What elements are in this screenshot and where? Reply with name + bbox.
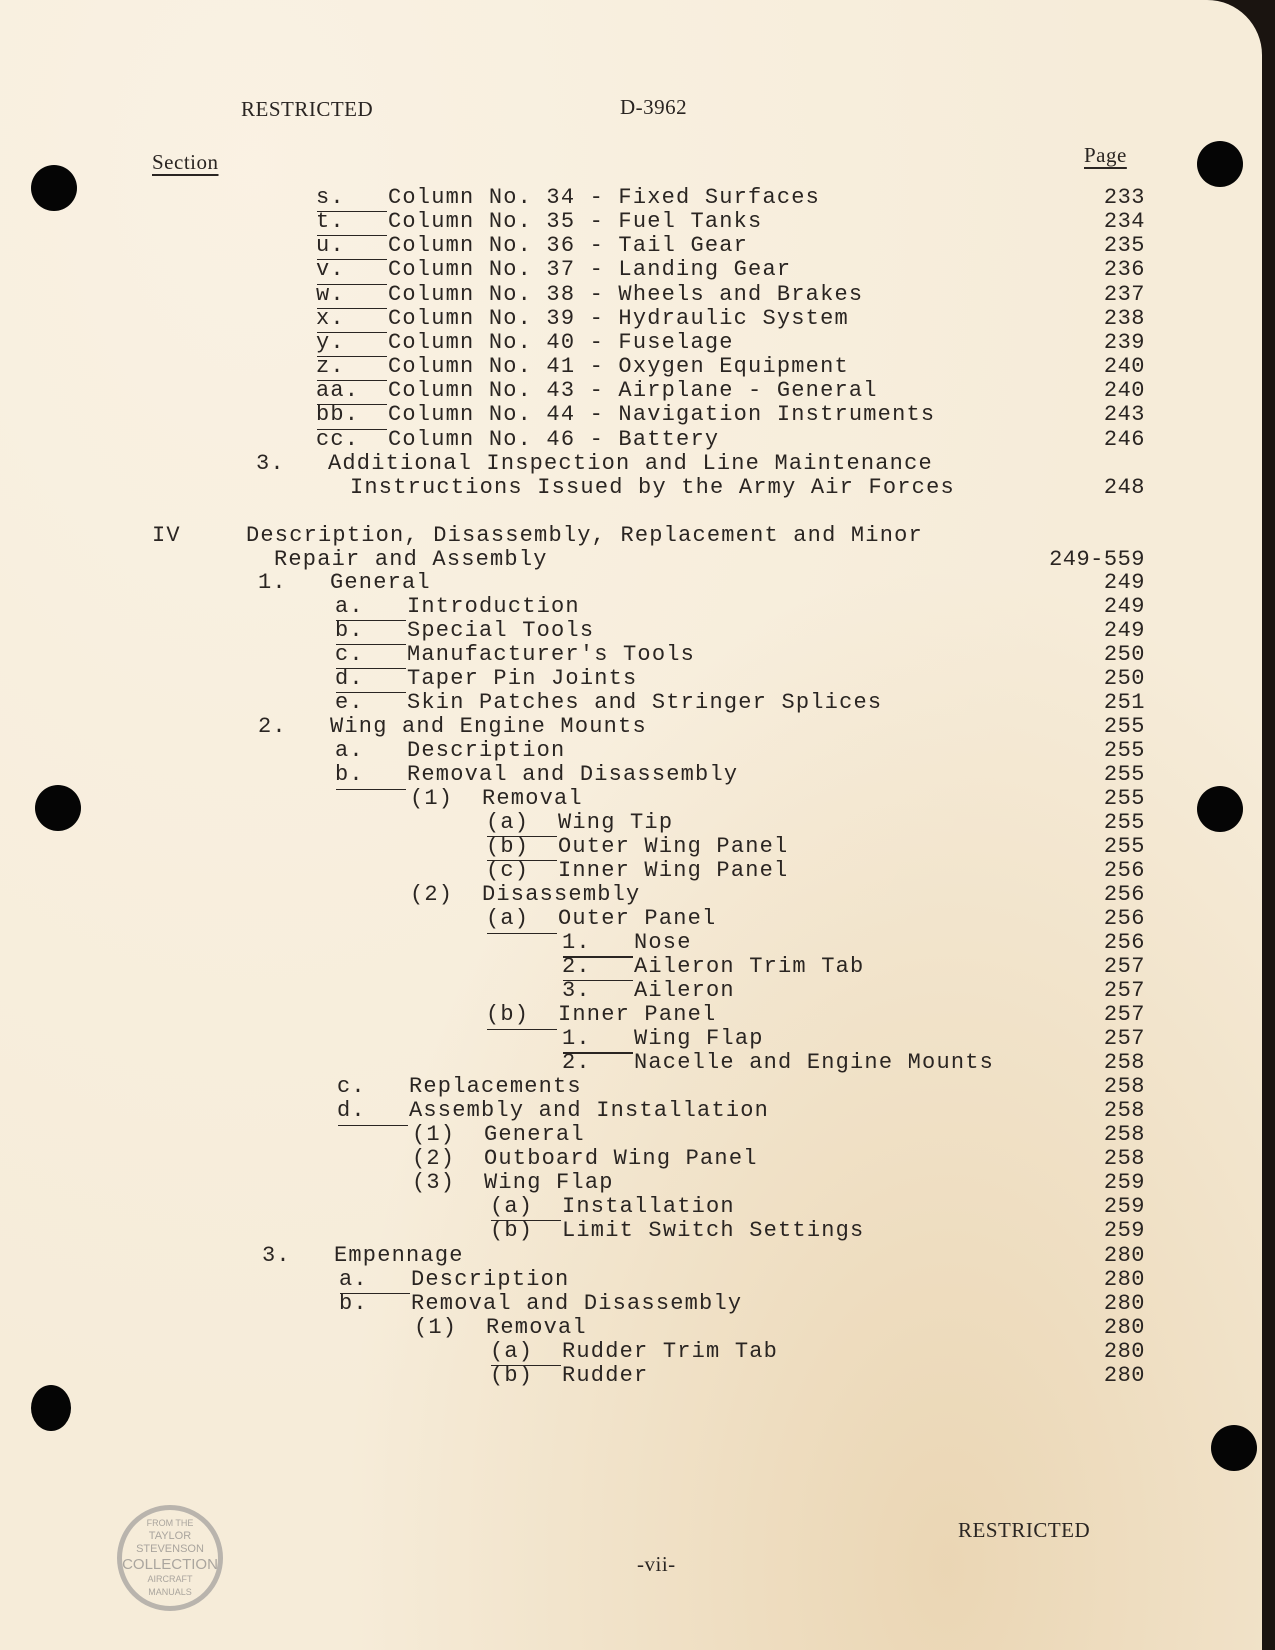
toc-entry-label: (2): [412, 1146, 456, 1171]
toc-entry-title: Empennage: [334, 1243, 464, 1268]
toc-entry-title: Removal and Disassembly: [407, 762, 739, 787]
toc-entry: [316, 258, 791, 282]
toc-entry: [335, 595, 580, 619]
toc-entry-title: Additional Inspection and Line Maintenance: [328, 451, 933, 476]
toc-entry: [490, 1364, 648, 1388]
toc-entry: [316, 210, 762, 234]
toc-entry: [562, 955, 864, 979]
toc-entry-title: Removal: [482, 786, 583, 811]
toc-entry-page: 251: [1103, 690, 1145, 715]
toc-entry-page: 256: [1103, 930, 1145, 955]
toc-entry-label: (3): [412, 1170, 456, 1195]
toc-entry-page: 258: [1103, 1146, 1145, 1171]
stamp-line: TAYLOR: [148, 1530, 192, 1542]
toc-entry-page: 243: [1103, 402, 1145, 427]
toc-entry-label: (b): [486, 835, 558, 859]
toc-entry-title: Column No. 44 - Navigation Instruments: [388, 402, 936, 427]
toc-entry-page: 255: [1103, 834, 1145, 859]
toc-entry-label: y.: [316, 331, 388, 355]
toc-entry-page: 233: [1103, 185, 1145, 210]
toc-entry-page: 257: [1103, 978, 1145, 1003]
toc-entry: [335, 763, 738, 787]
toc-entry-page: 255: [1103, 786, 1145, 811]
toc-entry-label: (b): [490, 1364, 562, 1388]
toc-entry-title: Column No. 43 - Airplane - General: [388, 378, 878, 403]
toc-entry: [335, 619, 594, 643]
toc-entry: [486, 859, 788, 883]
toc-entry-label: s.: [316, 185, 345, 210]
toc-entry: [412, 1171, 614, 1195]
toc-entry: [262, 1244, 464, 1268]
toc-entry: [412, 1147, 758, 1171]
toc-entry: [316, 186, 820, 210]
toc-entry: [258, 715, 647, 739]
toc-entry-page: 255: [1103, 810, 1145, 835]
toc-entry-label: e.: [335, 691, 407, 715]
toc-entry-page: 255: [1103, 738, 1145, 763]
toc-entry: [339, 1292, 742, 1316]
toc-entry-page: 257: [1103, 1002, 1145, 1027]
toc-entry-page: 249: [1103, 570, 1145, 595]
toc-entry-title: Inner Panel: [558, 1002, 717, 1027]
toc-entry-label: (2): [410, 882, 454, 907]
toc-entry-label: (b): [486, 1003, 558, 1027]
toc-entry-label: (1): [410, 786, 454, 811]
toc-entry-page: 280: [1103, 1363, 1145, 1388]
toc-entry-title: Aileron: [634, 978, 735, 1003]
toc-entry-label: d.: [335, 667, 407, 691]
toc-entry-page: 240: [1103, 378, 1145, 403]
toc-entry-title: Introduction: [407, 594, 580, 619]
toc-entry-page: 239: [1103, 330, 1145, 355]
toc-entry-title: Taper Pin Joints: [407, 666, 638, 691]
toc-entry-page: 255: [1103, 714, 1145, 739]
toc-entry-page: 255: [1103, 762, 1145, 787]
toc-entry-label: aa.: [316, 379, 388, 403]
toc-entry-page: 249: [1103, 618, 1145, 643]
toc-entry: [256, 452, 933, 476]
toc-entry-label: x.: [316, 307, 388, 331]
toc-entry: [410, 787, 583, 811]
toc-entry-title: Outboard Wing Panel: [484, 1146, 758, 1171]
toc-entry-label: bb.: [316, 403, 388, 427]
toc-entry-label: z.: [316, 355, 388, 379]
toc-entry: [486, 1003, 716, 1027]
toc-entry-label: 2.: [258, 714, 287, 739]
toc-entry: [414, 1316, 587, 1340]
collection-stamp: [117, 1505, 223, 1611]
toc-entry-label: 3.: [562, 979, 634, 1003]
toc-entry: [316, 331, 734, 355]
toc-entry-page: 249-559: [1049, 547, 1145, 572]
toc-entry-page: 236: [1103, 257, 1145, 282]
toc-entry-page: 258: [1103, 1050, 1145, 1075]
toc-entry-title: Wing Tip: [558, 810, 674, 835]
toc-entry-title: Outer Panel: [558, 906, 717, 931]
toc-entry: [562, 1051, 994, 1075]
toc-entry-page: 258: [1103, 1074, 1145, 1099]
toc-entry-title: Description, Disassembly, Replacement and Minor: [246, 523, 923, 548]
toc-entry: [337, 1099, 769, 1123]
toc-entry-page: 257: [1103, 1026, 1145, 1051]
header-restricted: RESTRICTED: [241, 97, 374, 121]
toc-entry-title: Rudder: [562, 1363, 649, 1388]
toc-entry-label: u.: [316, 234, 388, 258]
toc-entry-page: 258: [1103, 1098, 1145, 1123]
toc-entry: [339, 1268, 569, 1292]
toc-entry-title: Wing Flap: [484, 1170, 614, 1195]
toc-entry-title: Repair and Assembly: [274, 547, 548, 572]
toc-entry: [490, 1219, 864, 1243]
toc-entry-page: 280: [1103, 1291, 1145, 1316]
toc-entry-page: 235: [1103, 233, 1145, 258]
toc-entry-label: 1.: [258, 570, 287, 595]
toc-entry: [350, 476, 955, 500]
toc-entry-label: 2.: [562, 1051, 634, 1075]
toc-entry-title: Rudder Trim Tab: [562, 1339, 779, 1364]
toc-entry-page: 259: [1103, 1218, 1145, 1243]
toc-entry-label: (1): [412, 1122, 456, 1147]
toc-entry-title: General: [484, 1122, 585, 1147]
toc-entry: [335, 667, 637, 691]
toc-entry-label: v.: [316, 258, 388, 282]
toc-entry-label: (a): [486, 907, 558, 931]
toc-entry-label: a.: [335, 594, 364, 619]
toc-entry: [335, 691, 882, 715]
toc-entry-label: 3.: [262, 1243, 291, 1268]
toc-entry-label: (a): [486, 810, 530, 835]
toc-entry: [486, 907, 716, 931]
toc-entry-label: 3.: [256, 451, 285, 476]
toc-entry: [316, 307, 849, 331]
punch-hole-left-middle: [35, 785, 81, 831]
toc-entry-page: 256: [1103, 906, 1145, 931]
stamp-line: MANUALS: [148, 1587, 192, 1597]
toc-entry-title: Column No. 34 - Fixed Surfaces: [388, 185, 821, 210]
toc-entry: [490, 1195, 735, 1219]
toc-entry-page: 256: [1103, 858, 1145, 883]
toc-entry: [486, 811, 673, 835]
page-column-heading: Page: [1084, 143, 1127, 167]
toc-entry: [562, 979, 735, 1003]
toc-entry-title: Column No. 38 - Wheels and Brakes: [388, 282, 864, 307]
toc-entry-title: Instructions Issued by the Army Air Forces: [350, 475, 955, 500]
toc-entry-page: 280: [1103, 1243, 1145, 1268]
toc-entry-title: General: [330, 570, 431, 595]
toc-entry-page: 280: [1103, 1267, 1145, 1292]
document-number: D-3962: [620, 95, 688, 119]
toc-entry: [316, 355, 849, 379]
punch-hole-right-top: [1197, 141, 1243, 187]
toc-entry-label: (1): [414, 1315, 458, 1340]
toc-entry-page: 259: [1103, 1194, 1145, 1219]
toc-entry: [316, 403, 935, 427]
toc-entry: [316, 379, 878, 403]
toc-entry: [410, 883, 640, 907]
toc-entry-title: Nacelle and Engine Mounts: [634, 1050, 995, 1075]
toc-entry-title: Column No. 35 - Fuel Tanks: [388, 209, 763, 234]
toc-entry-label: cc.: [316, 428, 388, 452]
toc-entry-title: Column No. 46 - Battery: [388, 427, 720, 452]
toc-entry-page: 249: [1103, 594, 1145, 619]
stamp-line: STEVENSON: [136, 1543, 204, 1555]
toc-entry-title: Wing Flap: [634, 1026, 764, 1051]
toc-entry-title: Column No. 39 - Hydraulic System: [388, 306, 849, 331]
toc-entry-title: Removal and Disassembly: [411, 1291, 743, 1316]
toc-entry: [316, 283, 863, 307]
toc-entry-title: Column No. 40 - Fuselage: [388, 330, 734, 355]
toc-entry-label: w.: [316, 283, 388, 307]
toc-entry-label: 1.: [562, 1027, 634, 1051]
toc-entry: [412, 1123, 585, 1147]
toc-entry-page: 256: [1103, 882, 1145, 907]
toc-entry-page: 234: [1103, 209, 1145, 234]
toc-entry-title: Nose: [634, 930, 692, 955]
section-column-heading: Section: [152, 150, 219, 174]
toc-entry-title: Disassembly: [482, 882, 641, 907]
stamp-line: COLLECTION: [122, 1556, 218, 1573]
toc-entry-label: (b): [490, 1219, 562, 1243]
toc-entry: [337, 1075, 582, 1099]
toc-entry-title: Aileron Trim Tab: [634, 954, 865, 979]
toc-entry: [490, 1340, 778, 1364]
toc-entry: [152, 524, 923, 548]
footer-page-number: -vii-: [637, 1552, 676, 1576]
stamp-line: AIRCRAFT: [147, 1574, 193, 1584]
toc-entry: [258, 571, 431, 595]
toc-entry-label: c.: [337, 1074, 366, 1099]
punch-hole-left-top: [31, 165, 77, 211]
toc-entry-page: 258: [1103, 1122, 1145, 1147]
toc-entry-label: 2.: [562, 955, 634, 979]
toc-entry-title: Inner Wing Panel: [558, 858, 789, 883]
toc-entry-page: 248: [1103, 475, 1145, 500]
toc-entry-page: 259: [1103, 1170, 1145, 1195]
toc-entry-label: b.: [339, 1292, 411, 1316]
toc-entry-label: 1.: [562, 931, 634, 955]
toc-entry-label: b.: [335, 619, 407, 643]
toc-entry-label: (c): [486, 859, 558, 883]
toc-entry-label: t.: [316, 210, 388, 234]
toc-entry-label: b.: [335, 763, 407, 787]
toc-entry-label: (a): [490, 1194, 534, 1219]
toc-entry-page: 250: [1103, 642, 1145, 667]
toc-entry-title: Removal: [486, 1315, 587, 1340]
punch-hole-left-bottom: [31, 1385, 71, 1431]
toc-entry-label: (a): [490, 1339, 534, 1364]
toc-entry-page: 280: [1103, 1315, 1145, 1340]
toc-entry-page: 280: [1103, 1339, 1145, 1364]
punch-hole-right-bottom: [1211, 1425, 1257, 1471]
toc-entry-title: Wing and Engine Mounts: [330, 714, 647, 739]
toc-entry-title: Description: [407, 738, 566, 763]
toc-entry-title: Limit Switch Settings: [562, 1218, 865, 1243]
toc-entry: [335, 739, 565, 763]
toc-entry-label: a.: [335, 738, 364, 763]
toc-entry: [486, 835, 788, 859]
toc-entry: [562, 931, 692, 955]
toc-entry-label: d.: [337, 1099, 409, 1123]
toc-entry-page: 240: [1103, 354, 1145, 379]
toc-entry: [335, 643, 695, 667]
toc-entry-title: Installation: [562, 1194, 735, 1219]
toc-entry-title: Assembly and Installation: [409, 1098, 770, 1123]
toc-entry-page: 238: [1103, 306, 1145, 331]
toc-entry-page: 257: [1103, 954, 1145, 979]
footer-restricted: RESTRICTED: [958, 1518, 1091, 1542]
toc-entry-title: Special Tools: [407, 618, 595, 643]
stamp-line: FROM THE: [146, 1518, 194, 1528]
toc-entry-title: Column No. 41 - Oxygen Equipment: [388, 354, 849, 379]
toc-entry: [316, 234, 748, 258]
toc-entry-title: Column No. 36 - Tail Gear: [388, 233, 749, 258]
toc-entry-title: Manufacturer's Tools: [407, 642, 696, 667]
toc-entry-title: Description: [411, 1267, 570, 1292]
toc-entry-title: Replacements: [409, 1074, 582, 1099]
toc-entry-title: Outer Wing Panel: [558, 834, 789, 859]
toc-entry-label: IV: [152, 523, 181, 548]
toc-entry: [316, 428, 719, 452]
punch-hole-right-middle: [1197, 786, 1243, 832]
toc-entry-label: a.: [339, 1267, 368, 1292]
toc-entry-label: c.: [335, 643, 407, 667]
toc-entry-title: Skin Patches and Stringer Splices: [407, 690, 883, 715]
toc-entry-page: 246: [1103, 427, 1145, 452]
toc-entry-page: 250: [1103, 666, 1145, 691]
toc-entry: [562, 1027, 764, 1051]
toc-entry: [274, 548, 548, 572]
toc-entry-title: Column No. 37 - Landing Gear: [388, 257, 792, 282]
toc-entry-page: 237: [1103, 282, 1145, 307]
